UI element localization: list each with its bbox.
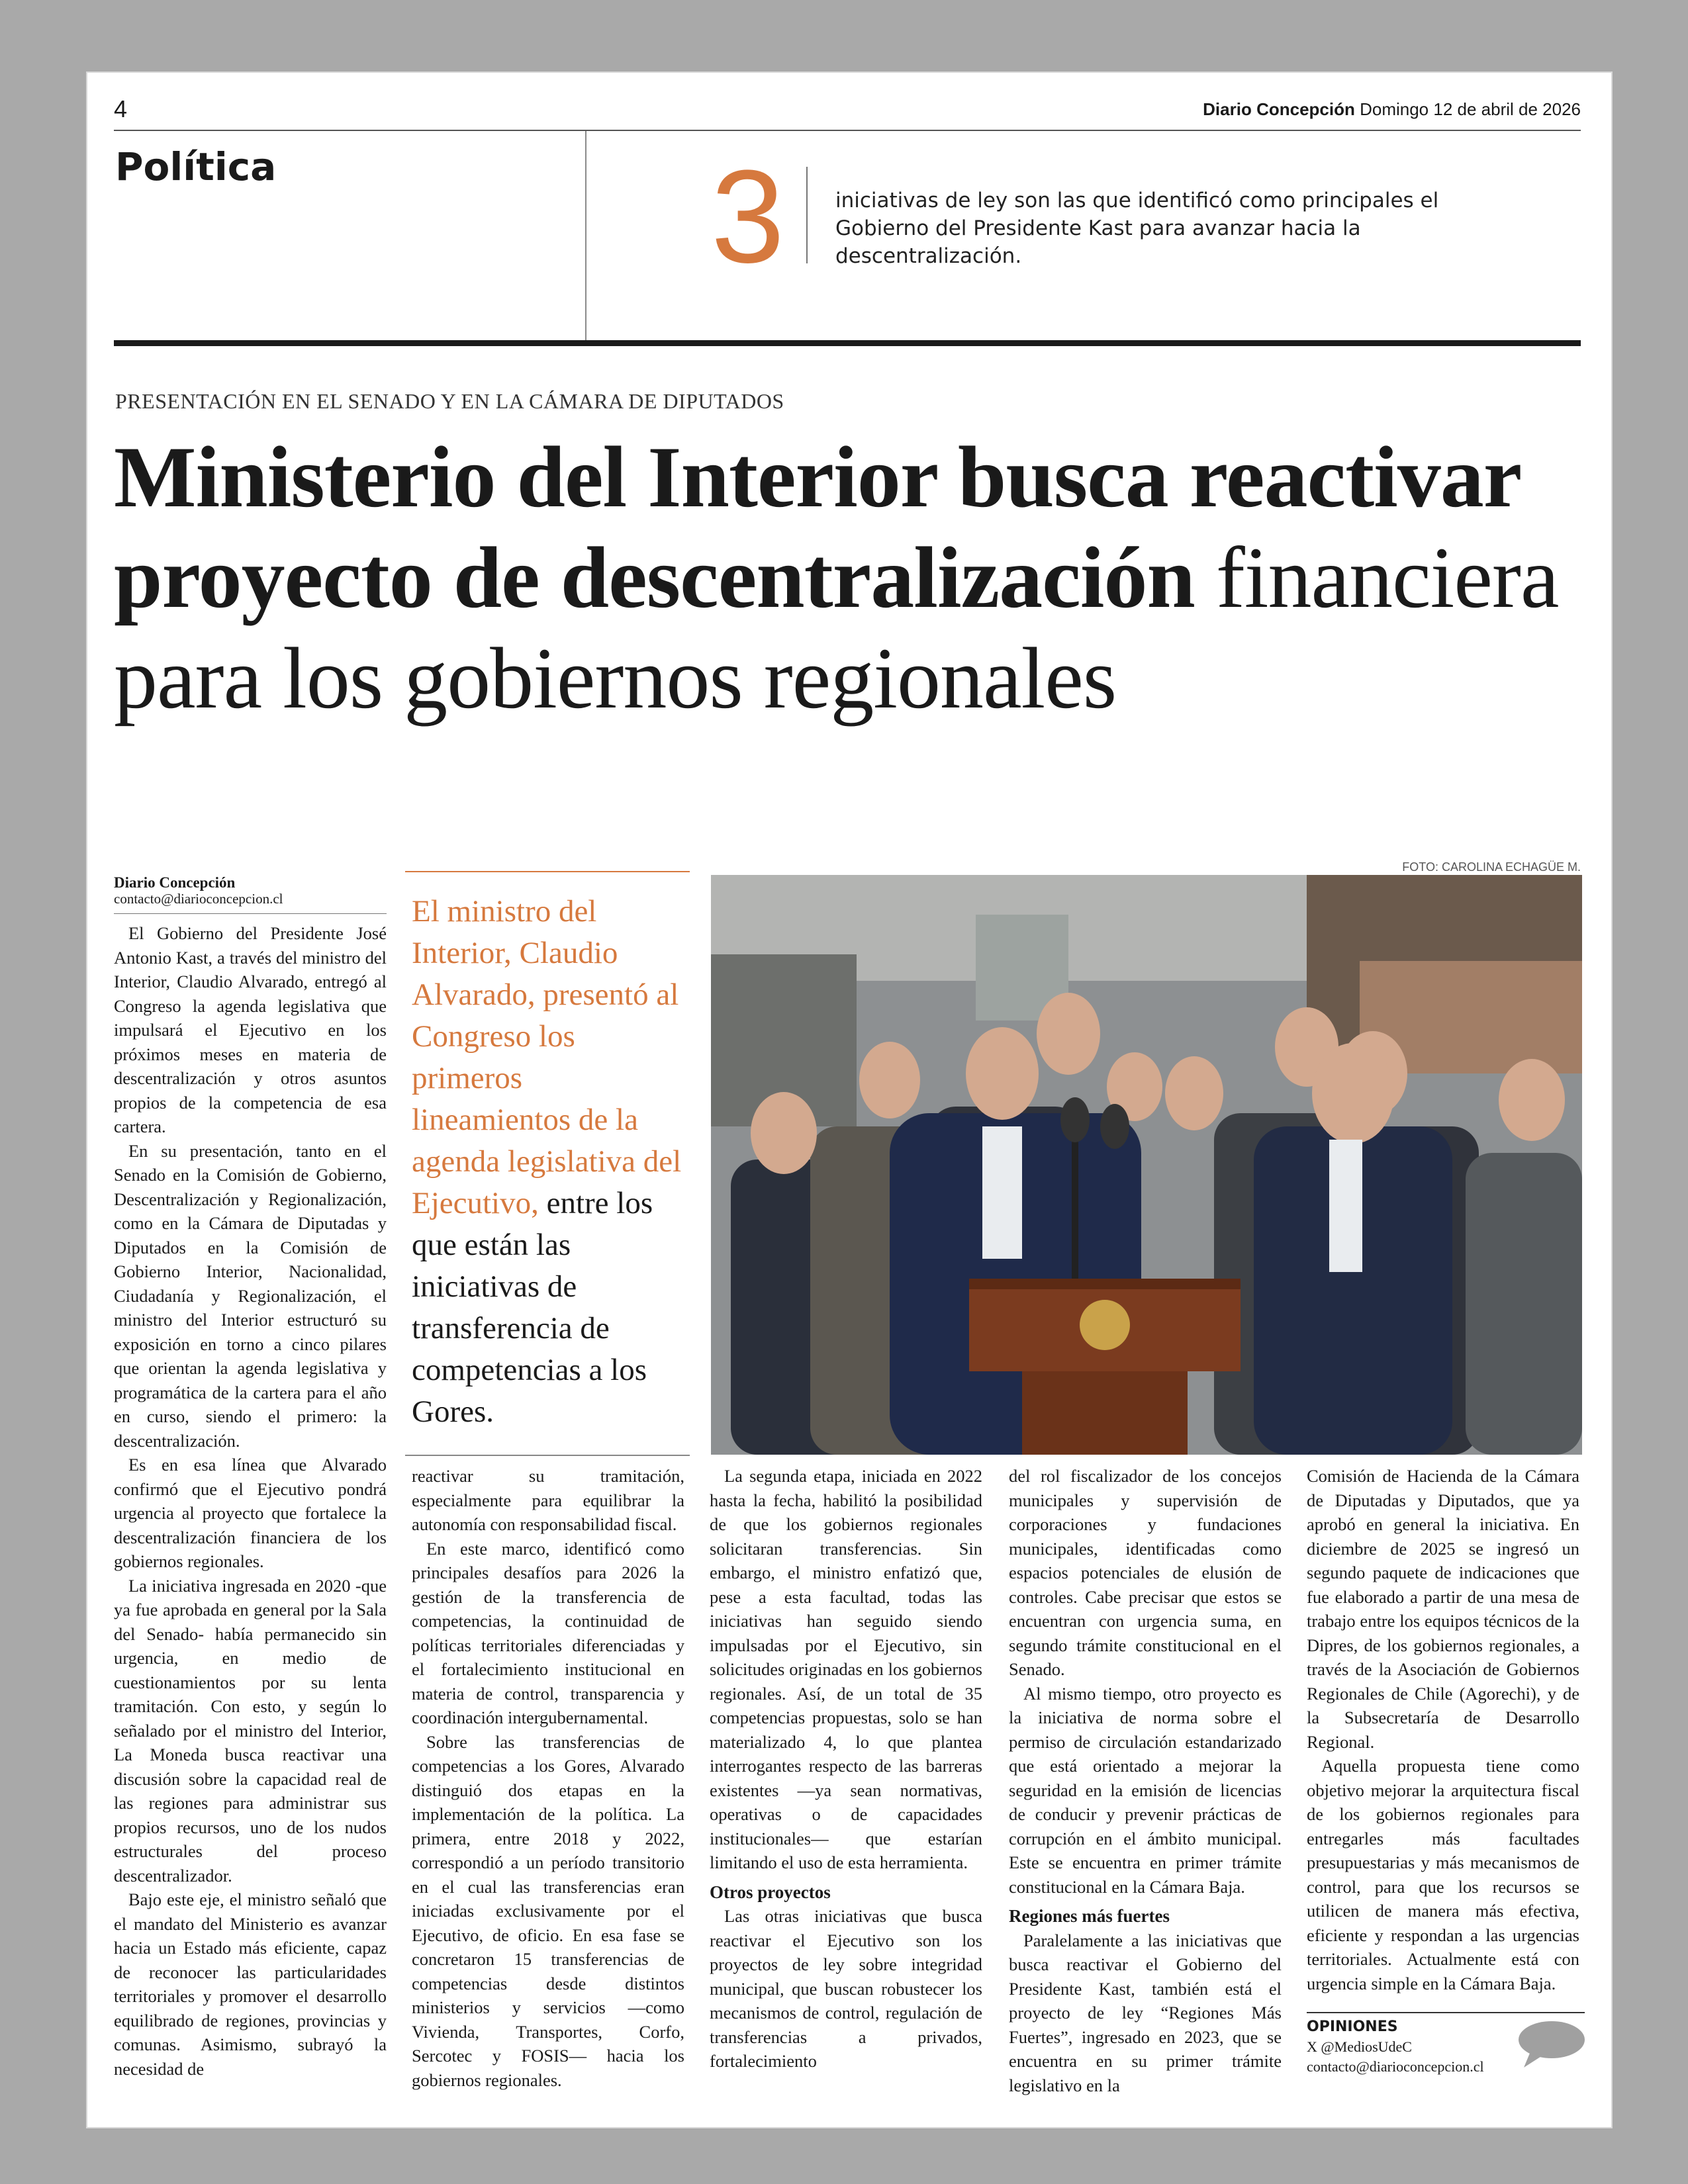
subheading: Regiones más fuertes [1009, 1906, 1170, 1926]
opiniones-handle: X @MediosUdeC [1307, 2038, 1412, 2055]
byline-email: contacto@diarioconcepcion.cl [114, 891, 283, 907]
opiniones-rule [1307, 2012, 1585, 2013]
column-5 [1307, 1464, 1579, 1995]
paragraph: Bajo este eje, el ministro señaló que el mandato del Ministerio es avanzar hacia un Estado más eficiente, capaz de reconocer las particularidades territoriales y promover el desarrollo equilibrado de regiones, provincias y comunas. Asimismo, subrayó la necesidad de [114, 1889, 387, 2079]
paragraph: Paralelamente a las iniciativas que busca reactivar el Gobierno del Presidente Kast, también está el proyecto de ley “Regiones Más Fuertes”, ingresado en 2023, que se encuentra en su primer trámite legislativo en la [1009, 1930, 1282, 2095]
masthead-paper: Diario Concepción [1203, 99, 1355, 119]
column-2 [412, 1464, 684, 2092]
paragraph: En su presentación, tanto en el Senado en la Comisión de Gobierno, Descentralización y Regionalización, como en la Cámara de Diputadas y Diputados en la Comisión de Gobierno Interior, Nacionalidad, Ciudadanía y Regionalización, el ministro del Interior estructuró su exposición en torno a cinco pilares que orientan la agenda legislativa y programática de la cartera para el año en curso, siendo el primero: la descentralización. [114, 1140, 387, 1451]
press-photo [711, 875, 1582, 1455]
photo-credit: FOTO: CAROLINA ECHAGÜE M. [1402, 860, 1581, 874]
paragraph: El Gobierno del Presidente José Antonio Kast, a través del ministro del Interior, Claudio Alvarado, entregó al Congreso la agenda legislativa que impulsará el Ejecutivo en los próximos meses en materia de descentralización y otros asuntos propios de la competencia de esa cartera. [114, 923, 387, 1136]
paragraph: Es en esa línea que Alvarado confirmó que el Ejecutivo pondrá urgencia al proyecto que fortalece la descentralización financiera de los gobiernos regionales. [114, 1455, 387, 1571]
stat-divider [806, 167, 808, 263]
header-divider [585, 131, 586, 340]
stat-text: iniciativas de ley son las que identificó como principales el Gobierno del Presidente Kast para avanzar hacia la descentralización. [835, 189, 1439, 268]
newspaper-page [86, 71, 1613, 2128]
paragraph: La segunda etapa, iniciada en 2022 hasta la fecha, habilitó la posibilidad de que los gobiernos regionales solicitaran transferencias. Sin embargo, el ministro enfatizó que, pese a esta facultad, todas las iniciativas han seguido siendo impulsadas por el Ejecutivo, sin solicitudes originadas en los gobiernos regionales. Así, de un total de 35 competencias propuestas, solo se han materializado 4, lo que plantea interrogantes respecto de las barreras existentes —ya sean normativas, operativas o de capacidades institucionales— que estarían limitando el uso de esta herramienta. [710, 1466, 982, 1872]
paragraph: reactivar su tramitación, especialmente para equilibrar la autonomía con responsabilidad fiscal. [412, 1466, 684, 1534]
paragraph: En este marco, identificó como principales desafíos para 2026 la gestión de la transferencia de competencias, la continuidad de políticas territoriales diferenciadas y el fortalecimiento institucional en materia de control, transparencia y coordinación intergubernamental. [412, 1538, 684, 1727]
masthead-date: Domingo 12 de abril de 2026 [1360, 99, 1581, 119]
byline-rule [114, 913, 387, 914]
paragraph: Al mismo tiempo, otro proyecto es la iniciativa de norma sobre el permiso de circulación estandarizado que está orientado a mejorar la seguridad en la emisión de licencias de conducir y prevenir prácticas de corrupción en el ámbito municipal. Este se encuentra en primer trámite constitucional en la Cámara Baja. [1009, 1683, 1282, 1897]
column-4 [1009, 1464, 1282, 2097]
speech-bubble-icon [1517, 2020, 1586, 2069]
byline-name: Diario Concepción [114, 874, 236, 891]
headline-bold: Ministerio del Interior busca reactivar proyecto de descentralización [114, 428, 1520, 626]
kicker: PRESENTACIÓN EN EL SENADO Y EN LA CÁMARA DE DIPUTADOS [115, 389, 784, 413]
headline-light: financiera para los gobiernos regionales [114, 529, 1559, 727]
byline [114, 875, 283, 907]
paragraph: Las otras iniciativas que busca reactivar el Ejecutivo son los proyectos de ley sobre integridad municipal, que buscan robustecer los mecanismos de control, regulación de transferencias a privados, fortalecimiento [710, 1906, 982, 2071]
pull-quote-top-rule [405, 871, 690, 872]
paragraph: del rol fiscalizador de los concejos municipales y supervisión de corporaciones y fundaciones municipales, identificadas como espacios potenciales de elusión de controles. Cabe precisar que estos se encuentran con urgencia suma, en segundo trámite constitucional en el Senado. [1009, 1466, 1282, 1679]
paragraph: La iniciativa ingresada en 2020 -que ya fue aprobada en general por la Sala del Senado- había permanecido sin urgencia, en medio de cuestionamientos por su lenta tramitación. Con esto, y según lo señalado por el ministro del Interior, La Moneda busca reactivar una discusión sobre la capacidad real de las regiones para administrar sus propios recursos, uno de los nudos estructurales del proceso descentralizador. [114, 1575, 387, 1886]
masthead [1203, 99, 1581, 120]
subheading: Otros proyectos [710, 1882, 831, 1902]
opiniones-title: OPINIONES [1307, 2019, 1398, 2035]
page-number: 4 [114, 95, 128, 122]
pull-quote-bottom-rule [405, 1455, 690, 1456]
opiniones-email: contacto@diarioconcepcion.cl [1307, 2058, 1484, 2075]
header-thick-rule [114, 340, 1581, 346]
column-3 [710, 1464, 982, 2073]
paragraph: Comisión de Hacienda de la Cámara de Diputadas y Diputados, que ya aprobó en general la iniciativa. En diciembre de 2025 se ingresó un segundo paquete de indicaciones que fue elaborado a partir de una mesa de trabajo entre los equipos técnicos de la Dipres, de los gobiernos regionales, a través de la Asociación de Gobiernos Regionales de Chile (Agorechi), y de la Subsecretaría de Desarrollo Regional. [1307, 1466, 1579, 1752]
column-1 [114, 921, 387, 2081]
paragraph: Sobre las transferencias de competencias a los Gores, Alvarado distinguió dos etapas en la implementación de la política. La primera, entre 2018 y 2022, correspondió a un período transitorio en el cual las transferencias eran iniciadas exclusivamente por el Ejecutivo, de oficio. En esa fase se concretaron 15 transferencias de competencias desde distintos ministerios y servicios —como Vivienda, Transportes, Corfo, Sercotec y FOSIS— hacia los gobiernos regionales. [412, 1731, 684, 2090]
press-photo-illustration [711, 875, 1582, 1455]
pull-quote [412, 891, 683, 1433]
headline [114, 427, 1581, 729]
stat-number: 3 [711, 143, 785, 291]
pull-quote-highlight: El ministro del Interior, Claudio Alvarado, presentó al Congreso los primeros lineamientos de la agenda legislativa del Ejecutivo, [412, 894, 682, 1220]
paragraph: Aquella propuesta tiene como objetivo mejorar la arquitectura fiscal de los gobiernos regionales para entregarles más facultades presupuestarias y más mecanismos de control, para que los recursos se utilicen de manera más efectiva, eficiente y respondan a las urgencias territoriales. Actualmente está con urgencia simple en la Cámara Baja. [1307, 1756, 1579, 1993]
section-title: Política [115, 144, 277, 189]
top-rule [114, 130, 1581, 131]
pull-quote-rest: entre los que están las iniciativas de transferencia de competencias a los Gores. [412, 1186, 653, 1429]
